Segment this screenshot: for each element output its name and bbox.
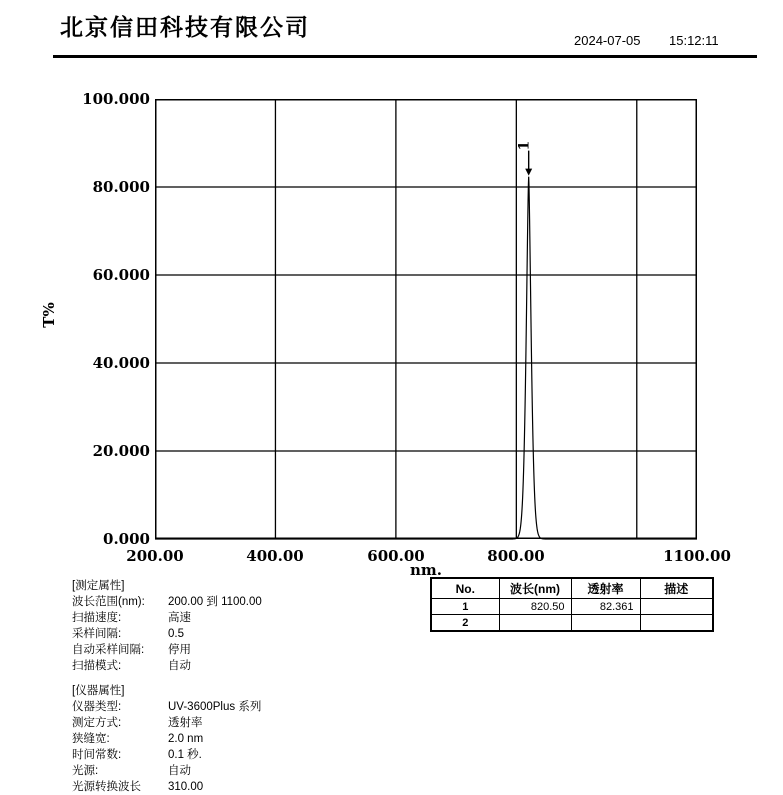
y-tick-label: 40.000 (92, 354, 150, 372)
x-axis-title: nm. (410, 561, 442, 579)
property-value: 310.00 (168, 781, 204, 793)
property-value: 0.1 秒. (168, 749, 202, 761)
property-row (72, 779, 262, 795)
property-row (72, 642, 262, 658)
peak-table-header-description: 描述 (640, 578, 713, 599)
plot-border (156, 100, 697, 539)
property-value: 0.5 (168, 628, 184, 640)
property-label: 测定方式: (72, 717, 122, 729)
y-axis-title: T% (40, 302, 58, 328)
report-time: 15:12:11 (669, 33, 719, 48)
header-rule (53, 55, 757, 58)
property-label: 扫描模式: (72, 660, 122, 672)
x-tick-label: 400.00 (246, 547, 304, 565)
cell-description (640, 615, 713, 632)
property-row (72, 747, 262, 763)
cell-wavelength (499, 615, 571, 632)
property-label: 自动采样间隔: (72, 644, 145, 656)
cell-transmittance (571, 615, 640, 632)
property-value: 自动 (168, 660, 191, 672)
measurement-properties-title: [测定属性] (72, 580, 125, 592)
cell-no: 1 (431, 599, 499, 615)
property-value: 2.0 nm (168, 733, 204, 745)
spectrum-plot (155, 99, 697, 539)
cell-transmittance: 82.361 (571, 599, 640, 615)
report-date: 2024-07-05 (574, 33, 641, 48)
property-label: 仪器类型: (72, 701, 122, 713)
peak-table-row (431, 615, 713, 632)
property-value: 高速 (168, 612, 191, 624)
x-tick-label: 200.00 (126, 547, 184, 565)
peak-table (430, 577, 714, 632)
peak-table-header-transmittance: 透射率 (571, 578, 640, 599)
y-tick-label: 100.000 (82, 90, 150, 108)
property-value: 自动 (168, 765, 191, 777)
property-row (72, 715, 262, 731)
property-label: 光源: (72, 765, 99, 777)
peak-table-row (431, 599, 713, 615)
property-row (72, 594, 262, 610)
peak-table-header-no: No. (431, 578, 499, 599)
peak-table-header-row (431, 578, 713, 599)
property-row (72, 658, 262, 674)
properties-block (72, 578, 262, 795)
property-label: 时间常数: (72, 749, 122, 761)
y-tick-label: 0.000 (103, 530, 150, 548)
property-value: 200.00 到 1100.00 (168, 596, 262, 608)
property-label: 波长范围(nm): (72, 596, 145, 608)
cell-description (640, 599, 713, 615)
y-tick-label: 20.000 (92, 442, 150, 460)
x-tick-label: 800.00 (487, 547, 545, 565)
spectrum-curve (155, 177, 697, 539)
y-tick-label: 80.000 (92, 178, 150, 196)
company-title: 北京信田科技有限公司 (60, 14, 310, 40)
cell-wavelength: 820.50 (499, 599, 571, 615)
property-row (72, 731, 262, 747)
property-label: 扫描速度: (72, 612, 122, 624)
property-row (72, 610, 262, 626)
cell-no: 2 (431, 615, 499, 632)
peak-table-header-wavelength: 波长(nm) (499, 578, 571, 599)
instrument-properties-title: [仪器属性] (72, 685, 125, 697)
property-label: 狭缝宽: (72, 733, 110, 745)
x-tick-label: 1100.00 (663, 547, 731, 565)
y-tick-label: 60.000 (92, 266, 150, 284)
property-value: 停用 (168, 644, 191, 656)
peak-arrowhead (525, 169, 532, 176)
property-label: 采样间隔: (72, 628, 122, 640)
property-value: 透射率 (168, 717, 203, 729)
peak-label: 1 (516, 140, 533, 151)
property-row (72, 763, 262, 779)
property-row (72, 626, 262, 642)
x-tick-label: 600.00 (367, 547, 425, 565)
property-row (72, 699, 262, 715)
property-label: 光源转换波长 (72, 781, 141, 793)
property-value: UV-3600Plus 系列 (168, 701, 262, 713)
